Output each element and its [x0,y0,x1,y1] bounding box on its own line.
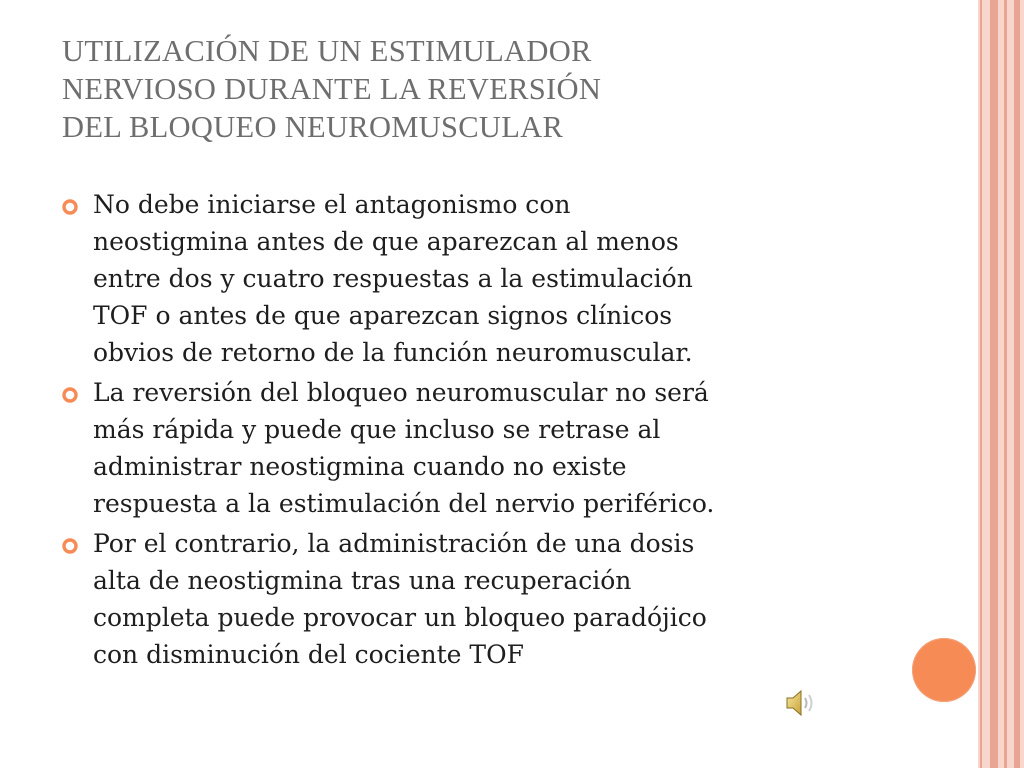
bullet-list [62,186,862,676]
bullet-line: administrar neostigmina cuando no existe [93,452,627,481]
bullet-line: TOF o antes de que aparezcan signos clínicos [93,301,673,330]
bullet-line: completa puede provocar un bloqueo paradójico [93,603,707,632]
bullet-line: obvios de retorno de la función neuromuscular. [93,338,693,367]
bullet-line: más rápida y puede que incluso se retrase al [93,415,661,444]
orange-ring-bullet-icon [62,538,78,554]
bullet-line: No debe iniciarse el antagonismo con [93,190,571,219]
slide-title [62,32,822,146]
bullet-line: respuesta a la estimulación del nervio periférico. [93,489,715,518]
bullet-line: La reversión del bloqueo neuromuscular no será [93,378,709,407]
bullet-text [93,186,862,371]
bullet-line: alta de neostigmina tras una recuperación [93,566,632,595]
bullet-text [93,374,862,522]
bullet-line: Por el contrario, la administración de una dosis [93,529,695,558]
bullet-item [62,525,862,673]
speaker-icon[interactable] [782,686,816,720]
bullet-line: neostigmina antes de que aparezcan al menos [93,227,679,256]
title-line: DEL BLOQUEO NEUROMUSCULAR [62,110,564,144]
bullet-text [93,525,862,673]
bullet-item [62,374,862,522]
orange-ring-bullet-icon [62,199,78,215]
bullet-line: con disminución del cociente TOF [93,640,524,669]
orange-ring-bullet-icon [62,387,78,403]
decorative-orange-circle [912,638,976,702]
bullet-line: entre dos y cuatro respuestas a la estimulación [93,264,693,293]
bullet-item [62,186,862,371]
decorative-side-stripes [978,0,1024,768]
title-line: NERVIOSO DURANTE LA REVERSIÓN [62,72,602,106]
title-line: UTILIZACIÓN DE UN ESTIMULADOR [62,34,592,68]
